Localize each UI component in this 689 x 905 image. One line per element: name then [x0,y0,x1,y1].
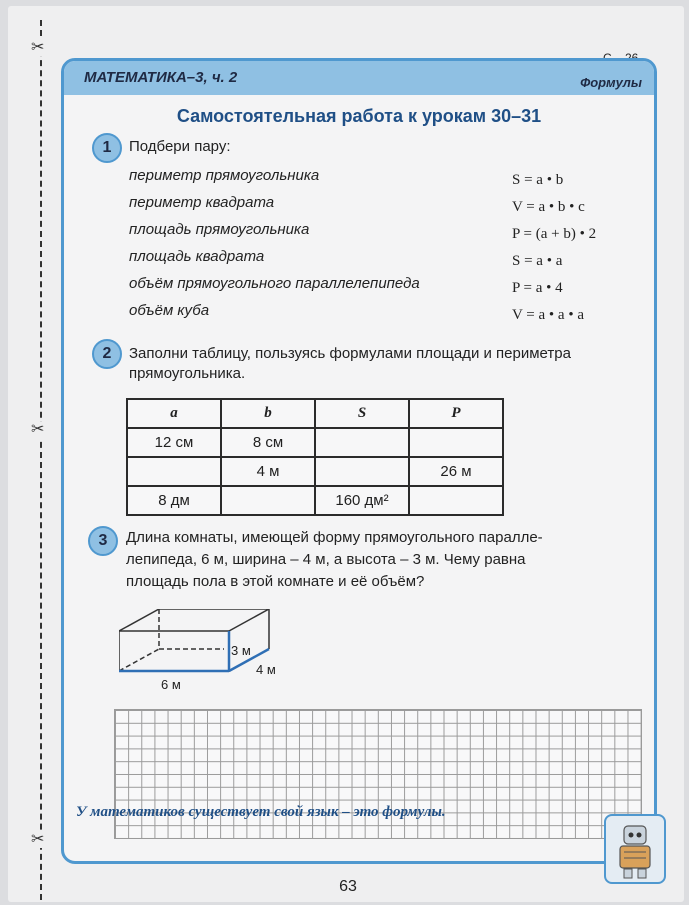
formula-item: P = (a + b) • 2 [512,226,597,242]
formula-item: V = a • a • a [512,307,584,323]
task3-line1: Длина комнаты, имеющей форму прямоугольного паралле- [126,529,543,546]
table-cell[interactable]: 160 дм² [315,486,409,515]
column-header-p: P [409,399,503,428]
pair-left-item: периметр прямоугольника [129,167,320,184]
table-cell[interactable]: 26 м [409,457,503,486]
table-cell[interactable] [127,457,221,486]
table-cell[interactable]: 8 дм [127,486,221,515]
page-title: Самостоятельная работа к урокам 30–31 [176,106,542,126]
exercise-frame [61,58,657,864]
column-header-s: S [315,399,409,428]
parallelepiped-figure [119,609,349,704]
table-row [127,457,503,486]
table-header-row [127,399,503,428]
column-header-b: b [221,399,315,428]
table-cell[interactable]: 8 см [221,428,315,457]
table-row [127,486,503,515]
table-row [127,428,503,457]
task3-line2: лепипеда, 6 м, ширина – 4 м, а высота – 3 м. Чему равна [126,551,526,568]
column-header-a: a [127,399,221,428]
table-cell[interactable] [221,486,315,515]
topic-label: Формулы [580,75,642,90]
table-cell[interactable]: 4 м [221,457,315,486]
rectangle-table [126,398,504,516]
task2-prompt-line1: Заполни таблицу, пользуясь формулами площади и периметра [129,345,571,362]
pair-left-item: объём куба [129,302,210,319]
footer-motto: У математиков существует свой язык – это формулы. [76,804,446,820]
task3-line3: площадь пола в этой комнате и её объём? [126,573,425,590]
pair-left-item: объём прямоугольного параллелепипеда [129,275,420,292]
task-number-3: 3 [88,526,118,556]
height-label: 3 м [231,643,251,658]
subject-label: МАТЕМАТИКА–3, ч. 2 [84,69,238,86]
table-cell[interactable]: 12 см [127,428,221,457]
task-number-2: 2 [92,339,122,369]
workbook-page [8,6,684,902]
pair-left-item: площадь прямоугольника [129,221,310,238]
table-cell[interactable] [409,486,503,515]
formula-item: P = a • 4 [512,280,563,296]
page-number: 63 [339,878,357,895]
formula-item: V = a • b • c [512,199,585,215]
table-cell[interactable] [409,428,503,457]
task2-prompt-line2: прямоугольника. [129,365,246,382]
pair-left-item: площадь квадрата [129,248,265,265]
width-label: 4 м [256,662,276,677]
scissors-icon: ✂ [31,831,45,848]
header-band [64,61,654,95]
length-label: 6 м [161,677,181,692]
table-cell[interactable] [315,428,409,457]
pair-left-item: периметр квадрата [129,194,275,211]
task-number-1: 1 [92,133,122,163]
formula-item: S = a • a [512,253,563,269]
scissors-icon: ✂ [31,421,45,438]
table-cell[interactable] [315,457,409,486]
robot-illustration [604,814,666,884]
scissors-icon: ✂ [31,39,45,56]
task1-prompt: Подбери пару: [129,138,231,155]
cut-line [40,20,42,900]
formula-item: S = a • b [512,172,564,188]
